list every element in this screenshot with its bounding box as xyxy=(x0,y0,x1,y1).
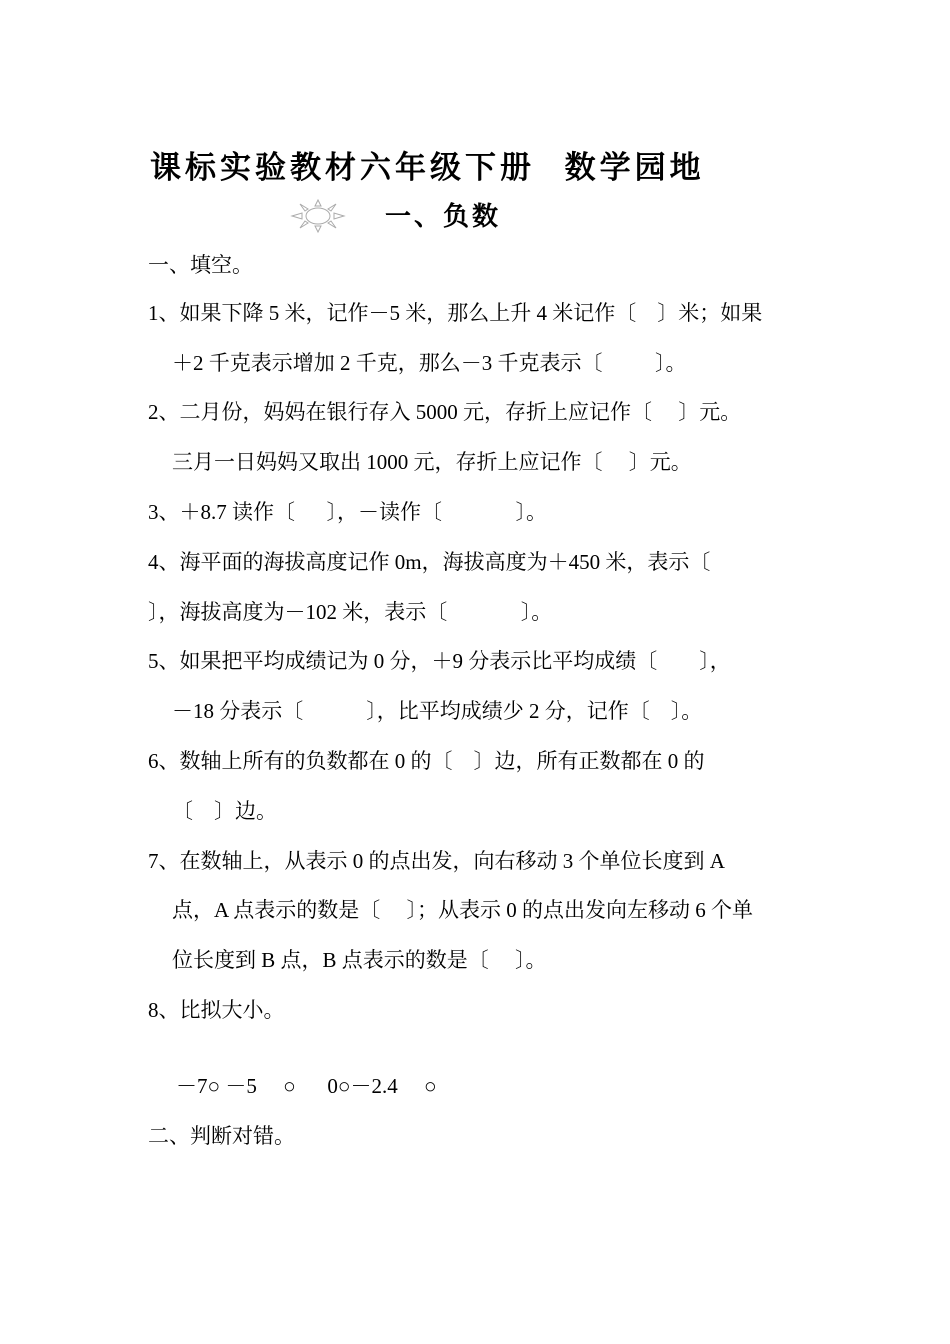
question-3: 3、＋8.7 读作〔 〕，－读作〔 〕。 xyxy=(148,500,547,524)
question-7-line-1: 7、在数轴上，从表示 0 的点出发，向右移动 3 个单位长度到 A xyxy=(148,849,725,873)
question-7-line-2: 点，A 点表示的数是〔 〕；从表示 0 的点出发向左移动 6 个单 xyxy=(172,898,754,922)
question-4-line-2: 〕，海拔高度为－102 米，表示〔 〕。 xyxy=(148,600,553,624)
question-6-line-2: 〔 〕边。 xyxy=(172,799,277,823)
document-title: 课标实验教材六年级下册 数学园地 xyxy=(150,150,705,186)
question-5-line-1: 5、如果把平均成绩记为 0 分，＋9 分表示比平均成绩〔 〕， xyxy=(148,649,731,673)
sun-icon xyxy=(290,198,346,234)
question-2-line-2: 三月一日妈妈又取出 1000 元，存折上应记作〔 〕元。 xyxy=(172,450,692,474)
question-4-line-1: 4、海平面的海拔高度记作 0m，海拔高度为＋450 米，表示〔 xyxy=(148,550,711,574)
section-title: 一、负数 xyxy=(385,202,502,232)
question-8-comparisons: －7○ －5 ○ 0○－2.4 ○ xyxy=(176,1074,437,1098)
question-1-line-2: ＋2 千克表示增加 2 千克，那么－3 千克表示〔 〕。 xyxy=(172,351,687,375)
question-6-line-1: 6、数轴上所有的负数都在 0 的〔 〕边，所有正数都在 0 的 xyxy=(148,749,705,773)
section-heading-fill-blank: 一、填空。 xyxy=(148,253,253,277)
question-2-line-1: 2、二月份，妈妈在银行存入 5000 元，存折上应记作〔 〕元。 xyxy=(148,400,742,424)
question-7-line-3: 位长度到 B 点，B 点表示的数是〔 〕。 xyxy=(172,948,547,972)
section-heading-true-false: 二、判断对错。 xyxy=(148,1124,295,1148)
question-1-line-1: 1、如果下降 5 米，记作－5 米，那么上升 4 米记作〔 〕米；如果 xyxy=(148,301,763,325)
question-8: 8、比拟大小。 xyxy=(148,998,285,1022)
question-5-line-2: －18 分表示〔 〕，比平均成绩少 2 分，记作〔 〕。 xyxy=(172,699,703,723)
